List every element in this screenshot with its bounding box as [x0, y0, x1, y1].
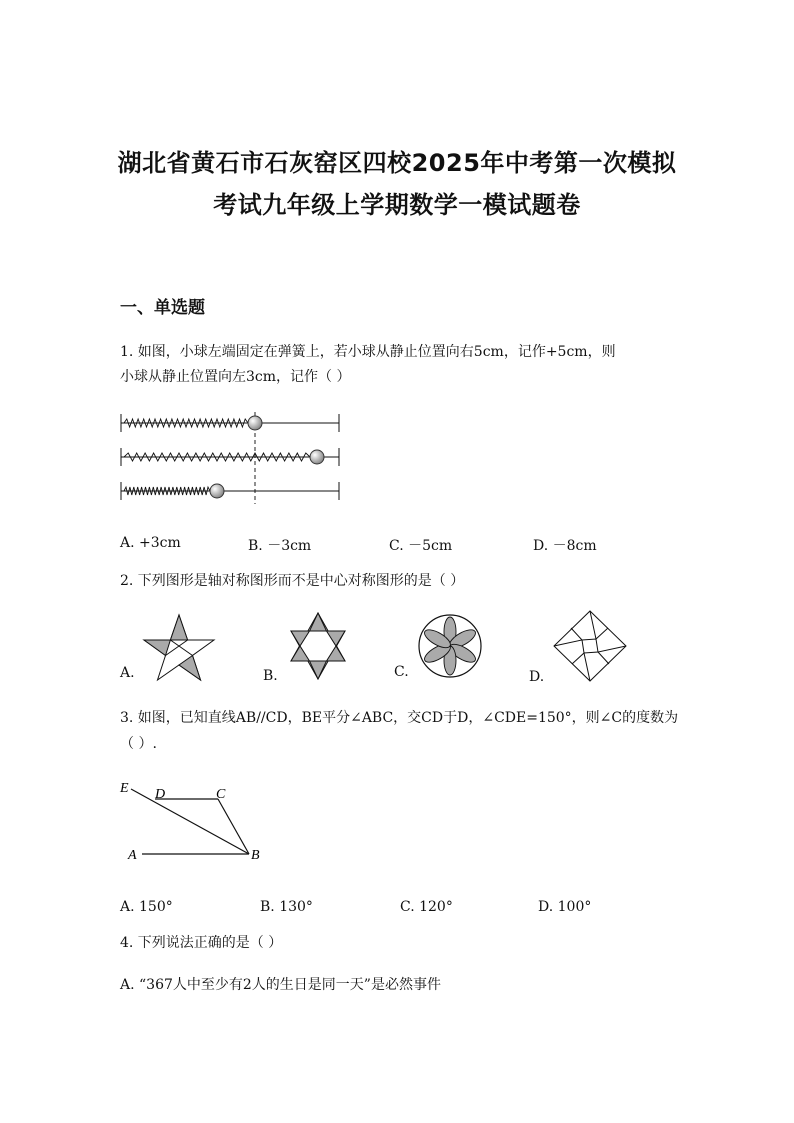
question-1-option-c[interactable]: C. －5cm: [389, 538, 453, 554]
point-label-e: E: [120, 781, 129, 796]
ball-icon: [210, 484, 224, 498]
question-2-option-d[interactable]: D.: [529, 669, 545, 685]
question-3-stem-line-1: 3. 如图，已知直线AB//CD，BE平分∠ABC，交CD于D，∠CDE=150°，则∠C的度数为: [120, 710, 679, 726]
question-1-stem-line-2: 小球从静止位置向左3cm，记作（ ）: [120, 369, 351, 385]
exam-title-line-2: 考试九年级上学期数学一模试题卷: [213, 191, 581, 219]
question-4-option-a[interactable]: A. “367人中至少有2人的生日是同一天”是必然事件: [120, 977, 441, 993]
question-2-option-c[interactable]: C.: [394, 664, 409, 680]
point-label-a: A: [128, 848, 137, 863]
question-3-stem-line-2: （ ）.: [120, 736, 157, 752]
spring-row-stretched: [121, 448, 339, 466]
question-3-option-c[interactable]: C. 120°: [400, 899, 453, 915]
question-3-geometry-figure: [118, 778, 268, 868]
exam-title-line-1: 湖北省黄石市石灰窑区四校2025年中考第一次模拟: [117, 149, 677, 177]
question-2-option-a[interactable]: A.: [120, 665, 135, 681]
star-figure: [142, 612, 216, 682]
question-3-option-b[interactable]: B. 130°: [260, 899, 313, 915]
question-1-option-a[interactable]: A. +3cm: [120, 535, 181, 551]
question-1-option-b[interactable]: B. －3cm: [248, 538, 312, 554]
question-1-spring-figure: [118, 408, 348, 508]
ball-icon: [310, 450, 324, 464]
point-label-c: C: [216, 787, 226, 802]
question-3-option-a[interactable]: A. 150°: [120, 899, 173, 915]
question-1-stem-line-1: 1. 如图，小球左端固定在弹簧上，若小球从静止位置向右5cm，记作+5cm，则: [120, 344, 616, 360]
spring-row-rest: [121, 414, 339, 432]
question-1-option-d[interactable]: D. －8cm: [533, 538, 597, 554]
hexagram-figure: [287, 611, 349, 681]
question-4-stem: 4. 下列说法正确的是（ ）: [120, 935, 283, 951]
pinwheel-square-figure: [552, 609, 628, 683]
spring-row-compressed: [121, 482, 339, 500]
ball-icon: [248, 416, 262, 430]
section-heading: 一、单选题: [120, 298, 205, 318]
question-2-stem: 2. 下列图形是轴对称图形而不是中心对称图形的是（ ）: [120, 573, 465, 589]
flower-circle-figure: [417, 613, 483, 679]
question-2-option-b[interactable]: B.: [263, 668, 278, 684]
point-label-b: B: [251, 848, 260, 863]
question-3-option-d[interactable]: D. 100°: [538, 899, 592, 915]
point-label-d: D: [155, 787, 166, 802]
